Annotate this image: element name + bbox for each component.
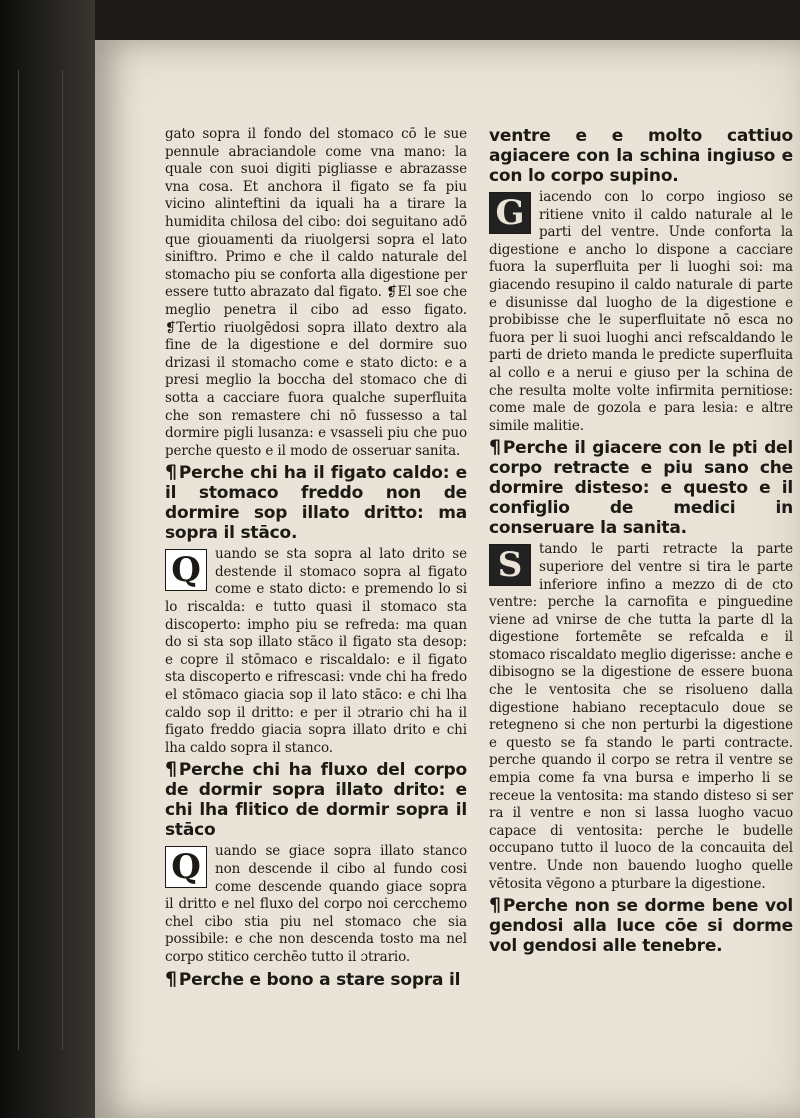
pilcrow-icon: ¶ bbox=[165, 461, 177, 484]
initial-letter: Q bbox=[165, 846, 207, 888]
pilcrow-icon: ¶ bbox=[489, 894, 501, 917]
binding-edge bbox=[18, 70, 19, 1050]
paragraph: S tando le parti retracte la parte superiore del ventre si tira le parte inferiore infino a mezzo di de cto ventre: perche la carnofita e pinguedine viene ad vnirse de che tutta la parte dl la digestione fortemēte se refcalda e il stomaco riscaldato meglio digerisse: anche e dibisogno se la digestione de essere buona che le ventosita che se risolueno dalla digestione habiano receptaculo doue se retegneno si che non perturbi la digestione e questo se fa stando le parti contracte. perche quando il corpo se retra il ventre se empia come fa vna bursa e imperho li se receue la ventosita: ma stando disteso si ser ra il ventre e non si lassa luogho vacuo capace di ventosita: perche le budelle occupano tutto il luoco de la concauita del ventre. Unde non bauendo luogho quelle vētosita vēgono a pturbare la digestione. bbox=[489, 541, 793, 892]
section-heading: ¶ Perche chi ha il figato caldo: e il stomaco freddo non de dormire sop illato dritto: ma sopra il stāco. bbox=[165, 461, 467, 544]
pilcrow-icon: ¶ bbox=[489, 436, 501, 459]
paragraph: Q uando se sta sopra al lato drito se destende il stomaco sopra al figato come e stato dicto: e premendo lo si lo riscalda: e tutto quasi il stomaco sta discoperto: impho piu se refreda: ma quan do si sta sop illato stāco il figato sta desop: e copre il stōmaco e riscaldalo: e il figato sta discoperto e rifrescasi: vnde chi ha fredo el stōmaco giacia sop il lato stāco: e chi lha caldo sop il dritto: e per il ɔtrario chi ha il figato freddo giacia sopra illato drito e chi lha caldo sopra il stanco. bbox=[165, 546, 467, 756]
book-binding bbox=[0, 0, 95, 1118]
section-heading: ¶ Perche non se dorme bene vol gendosi alla luce cōe si dorme vol gendosi alle tenebre. bbox=[489, 894, 793, 957]
continued-heading: ventre e e molto cattiuo agiacere con la schina ingiuso e con lo corpo supino. bbox=[489, 126, 793, 186]
paragraph: gato sopra il fondo del stomaco cō le sue pennule abraciandole come vna mano: la quale con suoi digiti pigliasse e abrazasse vna cosa. Et anchora il figato se fa piu vicino alinteftini da iquali ha a tirare la humidita chilosa del cibo: doi seguitano adō que giouamenti da riuolgersi sopra el lato siniftro. Primo e che il caldo naturale del stomacho piu se conforta alla digestione per essere tutto abrazato dal figato. ❡El soe che meglio penetra il cibo ad esso figato. ❡Tertio riuolgēdosi sopra illato dextro ala fine de la digestione e del dormire suo drizasi il stomacho come e stato dicto: e a presi meglio la boccha del stomaco che di sotta a cacciare fuora qualche superfluita che son remastere chi nō fussesso a tal dormire pigli lusanza: e vsasseli piu che puo perche questo e il modo de osseruar sanita. bbox=[165, 126, 467, 459]
initial-letter: G bbox=[489, 192, 531, 234]
section-heading: ¶ Perche e bono a stare sopra il bbox=[165, 967, 461, 990]
paragraph: G iacendo con lo corpo ingioso se ritiene vnito il caldo naturale al le parti del ventre. Unde conforta la digestione e ancho lo dispone a cacciare fuora la superfluita per li luoghi soi: ma giacendo resupino il caldo naturale di parte e disunisse dal luogho de la digestione e probibisse che le superfluitate nō esca no fuora per li suoi luoghi anci refscaldando le parti de drieto manda le predicte superfluita al collo e a nerui e giuso per la schina de che resulta molte volte infirmita pernitiose: come male de gozola e para lesia: e altre simile malitie. bbox=[489, 189, 793, 434]
initial-letter: S bbox=[489, 544, 531, 586]
initial-letter: Q bbox=[165, 549, 207, 591]
pilcrow-icon: ¶ bbox=[165, 967, 177, 990]
left-text-column bbox=[165, 126, 467, 993]
right-text-column bbox=[489, 126, 793, 959]
book-page bbox=[95, 40, 800, 1118]
section-heading: ¶ Perche il giacere con le pti del corpo retracte e piu sano che dormire disteso: e questo e il configlio de medici in conseruare la sanita. bbox=[489, 436, 793, 539]
paragraph: Q uando se giace sopra illato stanco non descende il cibo al fundo cosi come descende quando giace sopra il dritto e nel fluxo del corpo noi cercchemo chel cibo stia piu nel stomaco che sia possibile: e che non descenda tosto ma nel corpo stitico cerchēo tutto il ɔtrario. bbox=[165, 843, 467, 965]
section-heading: ¶ Perche chi ha fluxo del corpo de dormir sopra illato drito: e chi lha flitico de dormir sopra il stāco bbox=[165, 758, 467, 841]
pilcrow-icon: ¶ bbox=[165, 758, 177, 781]
binding-edge bbox=[62, 70, 63, 1050]
